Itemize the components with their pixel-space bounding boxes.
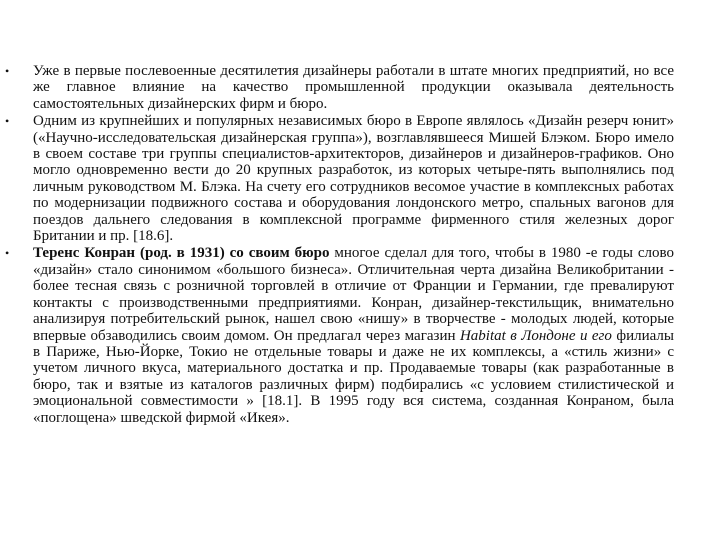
paragraph-text: Уже в первые послевоенные десятилетия дизайнеры работали в штате многих предприятий, но все же главное влияние на качество промышленной продукции оказывала деятельность самостоятельных дизайнерских фирм и бюро.: [33, 63, 674, 112]
paragraph-terence-conran: [5, 245, 674, 426]
paragraph-italic-text: Habitat в Лондоне и его: [459, 327, 612, 344]
bullet-dot-icon: •: [5, 246, 10, 261]
bullet-list: [0, 63, 674, 426]
paragraph-text: Одним из крупнейших и популярных независимых бюро в Европе являлось «Дизайн резерч юнит» («Научно-исследовательская дизайнерская группа»), возглавлявшееся Мишей Блэком. Бюро имело в своем составе три группы специалистов-архитекторов, дизайнеров и дизайнеров-графиков. Оно могло одновременно вести до 20 крупных разработок, из которых четыре-пять выполнялись под личным руководством М. Блэка. На счету его сотрудников весомое участие в комплексных работах по модернизации подвижного состава и оборудования лондонского метро, спальных вагонов для поездов дальнего следования в комплексной программе фирменного стиля железных дорог Британии и пр. [18.6].: [33, 113, 674, 245]
paragraph-text: многое сделал для того, чтобы в 1980 -е годы слово «дизайн» стало синонимом «большого бизнеса». Отличительная черта дизайна Великобритании - более тесная связь с розничной торговлей в отличие от Франции и Германии, где превалируют контакты с производственными предприятиями. Конран, дизайнер-текстильщик, внимательно анализируя потребительский рынок, нашел свою «нишу» в творчестве - молодых людей, которые впервые обзаводились своим домом. Он предлагал через магазин: [33, 245, 674, 344]
paragraph-bold-lead: Теренс Конран (род. в 1931) со своим бюро: [33, 245, 330, 262]
paragraph-design-research-unit: [5, 113, 674, 245]
paragraph-text: филиалы в Париже, Нью-Йорке, Токио не отдельные товары и даже не их комплексы, а «стиль жизни» с учетом личного вкуса, материального достатка и пр. Продаваемые товары (как разработанные в бюро, так и взятые из каталогов различных фирм) подбирались «с условием стилистической и эмоциональной совместимости » [18.1]. В 1995 году вся система, созданная Конраном, была «поглощена» шведской фирмой «Икея».: [33, 327, 674, 426]
paragraph-postwar-designers: [5, 63, 674, 112]
bullet-dot-icon: •: [5, 114, 10, 129]
bullet-dot-icon: •: [5, 64, 10, 78]
